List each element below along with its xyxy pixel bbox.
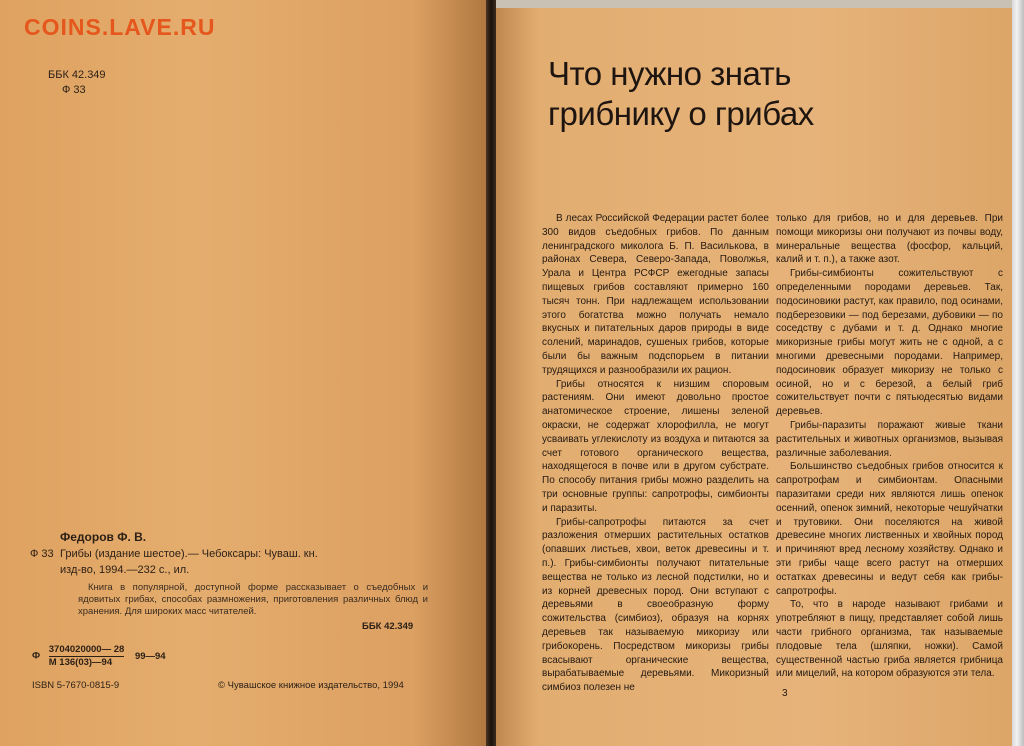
left-page xyxy=(0,0,486,746)
paragraph: Грибы-симбионты сожительствуют с определенными породами деревьев. Так, подосиновики растут, как правило, под осинами, подберезовики — под березами, дубовики — по соседству с дубами и т. д. Однако многие микоризные грибы могут жить не с одной, а с многими древесными породами. Например, подосиновик образует микоризу не только с осиной, но и с березой, а белый гриб сожительствует почти с пятьюдесятью видами деревьев. xyxy=(776,268,1003,418)
annotation: Книга в популярной, доступной форме рассказывает о съедобных и ядовитых грибах, способах размножения, приготовления различных блюд и хранения. Для широких масс читателей. xyxy=(78,582,428,617)
code-prefix: Ф xyxy=(32,650,41,662)
paragraph: То, что в народе называют грибами и употребляют в пищу, представляет собой лишь части грибного организма, так называемые плодовые тела (шляпки, ножки). Самой существенной частью гриба является грибница или мицелий, на котором образуются эти тела. xyxy=(776,599,1003,680)
record-line-1: Грибы (издание шестое).— Чебоксары: Чуваш. кн. xyxy=(60,548,318,560)
publication-code xyxy=(32,644,166,668)
copyright: © Чувашское книжное издательство, 1994 xyxy=(218,680,404,691)
catalog-record xyxy=(30,546,450,578)
paragraph: Большинство съедобных грибов относится к сапротрофам и симбионтам. Опасными паразитами среди них являются лишь опенок осенний, опенок зимний, некоторые чешуйчатки и трутовики. Они поселяются на живой древесине многих лиственных и хвойных пород и причиняют вред лесному хозяйству. Однако и эти грибы чаще всего растут на отмерших остатках древесины и ведут себя как грибы-сапротрофы. xyxy=(776,461,1003,597)
paragraph: только для грибов, но и для деревьев. При помощи микоризы они получают из почвы воду, минеральные вещества (фосфор, кальций, калий и т. п.), а также азот. xyxy=(776,213,1003,266)
code-fraction xyxy=(49,644,125,668)
top-edge xyxy=(496,0,1024,8)
author-code-top: Ф 33 xyxy=(62,84,86,96)
title-line-1: Что нужно знать xyxy=(548,55,791,92)
paragraph: Грибы-паразиты поражают живые ткани растительных и животных организмов, вызывая различные заболевания. xyxy=(776,419,1003,459)
bbk-code-top: ББК 42.349 xyxy=(48,69,106,81)
paragraph: В лесах Российской Федерации растет более 300 видов съедобных грибов. По данным ленинградского миколога Б. П. Василькова, в районах Севера, Северо-Запада, Поволжья, Урала и Центра РСФСР ежегодные запасы пищевых грибов составляют примерно 160 тысяч тонн. При надлежащем использовании этого богатства можно получать немало вкусных и питательных даров природы в виде солений, маринадов, сушеных грибов, которые были бы важным подспорьем в питании трудящихся и разнообразили их рацион. xyxy=(542,213,769,376)
paragraph: Грибы-сапротрофы питаются за счет разложения отмерших растительных остатков (опавших листьев, хвои, веток древесины и т. п.). Грибы-симбионты получают питательные вещества не только из лесной подстилки, но и из корней древесных пород. Они вступают с деревьями в своеобразную форму сожительства (симбиоз), образуя на корнях деревьев так называемую микоризу или грибокорень. Посредством микоризы грибы всасывают органические вещества, вырабатываемые деревьями. Микоризный симбиоз полезен не xyxy=(542,516,769,694)
text-column-2 xyxy=(776,212,1003,681)
isbn: ISBN 5-7670-0815-9 xyxy=(32,680,120,691)
watermark: COINS.LAVE.RU xyxy=(24,14,216,40)
page-edge xyxy=(1012,0,1024,746)
record-code: Ф 33 xyxy=(30,548,54,560)
chapter-title xyxy=(548,54,814,134)
bbk-code-bottom: ББК 42.349 xyxy=(362,621,414,632)
title-line-2: грибнику о грибах xyxy=(548,95,814,132)
book-gutter xyxy=(486,0,496,746)
author-name: Федоров Ф. В. xyxy=(60,530,147,544)
right-page xyxy=(496,0,1024,746)
page-number: 3 xyxy=(782,688,788,699)
code-numerator: 3704020000— 28 xyxy=(48,644,125,655)
paragraph: Грибы относятся к низшим споровым растениям. Они имеют довольно простое анатомическое строение, лишены зеленой окраски, не содержат хлорофилла, не могут усваивать углекислоту из воздуха и питаются за счет готового органического вещества, находящегося в почве или в другом субстрате. По способу питания грибы можно разделить на три основные группы: сапротрофы, симбионты и паразиты. xyxy=(542,378,769,514)
code-denominator: М 136(03)—94 xyxy=(48,657,113,668)
record-line-2: изд-во, 1994.—232 с., ил. xyxy=(60,564,190,576)
bbk-block-top xyxy=(48,68,106,98)
text-column-1 xyxy=(542,212,769,695)
code-year: 99—94 xyxy=(134,650,166,662)
